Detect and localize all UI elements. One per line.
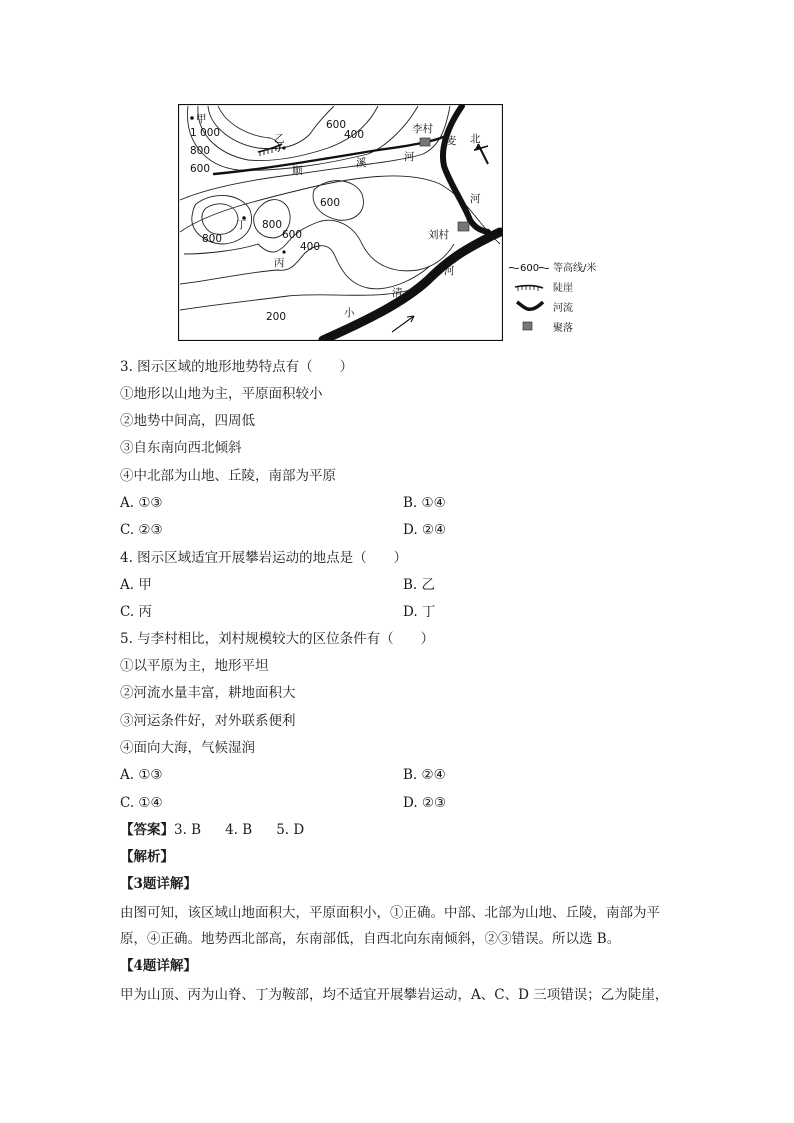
q4-choice-c: C. 丙	[120, 604, 152, 620]
q5-statement-1: ①以平原为主，地形平坦	[120, 658, 269, 674]
yi-point	[282, 146, 285, 149]
analysis-q3-text: 由图可知，该区域山地面积大，平原面积小，①正确。中部、北部为山地、丘陵，南部为平原，④正确。地势西北部高，东南部低，自西北向东南倾斜，②③错误。所以选 B。	[120, 905, 660, 947]
q5-choice-b: B. ②④	[403, 767, 446, 783]
north-label: 北	[470, 133, 481, 145]
contour-label: 1 000	[190, 127, 221, 139]
q3-statement-3: ③自东南向西北倾斜	[120, 440, 242, 456]
legend-contour-label: 等高线/米	[553, 263, 597, 274]
answer-q3: 3. B	[174, 822, 202, 838]
label-bing: 丙	[274, 257, 285, 269]
river-label: 顺	[292, 165, 303, 177]
q3-choice-c: C. ②③	[120, 522, 163, 538]
q5-statement-2: ②河流水量丰富，耕地面积大	[120, 685, 296, 701]
river-label: 溪	[356, 157, 367, 169]
legend-contour-icon	[509, 267, 519, 268]
contour-label: 600	[320, 197, 341, 209]
answer-q4: 4. B	[225, 822, 253, 838]
liu-village-marker	[458, 222, 469, 231]
q5-statement-4: ④面向大海，气候湿润	[120, 740, 255, 756]
answer-label: 【答案】	[120, 822, 174, 838]
map-legend	[505, 258, 625, 338]
river-label: 河	[404, 151, 415, 163]
river-label: 河	[470, 193, 481, 205]
legend-cliff-icon	[515, 286, 543, 291]
q4-choice-a: A. 甲	[120, 577, 152, 593]
q4-choice-d: D. 丁	[403, 604, 436, 620]
contour-label: 800	[190, 145, 211, 157]
river-label: 河	[444, 265, 455, 277]
legend-river-icon	[517, 302, 543, 309]
river-label: 清	[392, 287, 403, 299]
q3-statement-4: ④中北部为山地、丘陵，南部为平原	[120, 468, 336, 484]
legend-contour-icon	[539, 267, 549, 268]
contour-label: 600	[326, 119, 347, 131]
river-label: 小	[344, 307, 355, 319]
contour-label: 200	[266, 311, 287, 323]
contour-label: 600	[190, 163, 211, 175]
q5-choice-a: A. ①③	[120, 767, 163, 783]
q3-stem: 3. 图示区域的地形地势特点有（ ）	[120, 359, 354, 375]
q3-choice-b: B. ①④	[403, 495, 446, 511]
label-ding: 丁	[236, 219, 247, 231]
label-jia: 甲	[196, 113, 207, 125]
label-li-village: 李村	[412, 123, 433, 135]
q5-stem: 5. 与李村相比，刘村规模较大的区位条件有（ ）	[120, 631, 435, 647]
legend-settlement-label: 聚落	[553, 323, 573, 334]
analysis-q4-heading: 【4题详解】	[120, 958, 197, 974]
legend-contour-value: 600	[520, 263, 540, 274]
legend-river-label: 河流	[553, 303, 573, 314]
contour-label: 800	[202, 233, 223, 245]
answer-line	[120, 821, 304, 839]
li-village-marker	[420, 138, 430, 146]
q5-choice-c: C. ①④	[120, 795, 163, 811]
contour-label: 400	[344, 129, 365, 141]
contour-label: 800	[262, 219, 283, 231]
q5-choice-d: D. ②③	[403, 795, 447, 811]
q3-choice-d: D. ②④	[403, 522, 447, 538]
q3-statement-1: ①地形以山地为主，平原面积较小	[120, 386, 323, 402]
q5-statement-3: ③河运条件好，对外联系便利	[120, 713, 296, 729]
topographic-map	[178, 104, 503, 341]
bing-point	[282, 250, 285, 253]
analysis-q3-heading: 【3题详解】	[120, 876, 197, 892]
river-label: 麦	[446, 135, 457, 147]
q3-choice-a: A. ①③	[120, 495, 163, 511]
analysis-q4-text: 甲为山顶、丙为山脊、丁为鞍部，均不适宜开展攀岩运动，A、C、D 三项错误；乙为陡崖，	[120, 987, 669, 1003]
label-liu-village: 刘村	[428, 229, 449, 241]
q4-stem: 4. 图示区域适宜开展攀岩运动的地点是（ ）	[120, 550, 408, 566]
answer-q5: 5. D	[276, 822, 305, 838]
legend-cliff-label: 陡崖	[553, 283, 573, 294]
jia-point	[190, 116, 194, 120]
contour-label: 400	[300, 241, 321, 253]
analysis-title: 【解析】	[120, 849, 174, 865]
q4-choice-b: B. 乙	[403, 577, 436, 593]
legend-settlement-icon	[523, 322, 532, 330]
q3-statement-2: ②地势中间高，四周低	[120, 413, 255, 429]
contour-label: 600	[282, 229, 303, 241]
label-yi: 乙	[274, 133, 285, 145]
